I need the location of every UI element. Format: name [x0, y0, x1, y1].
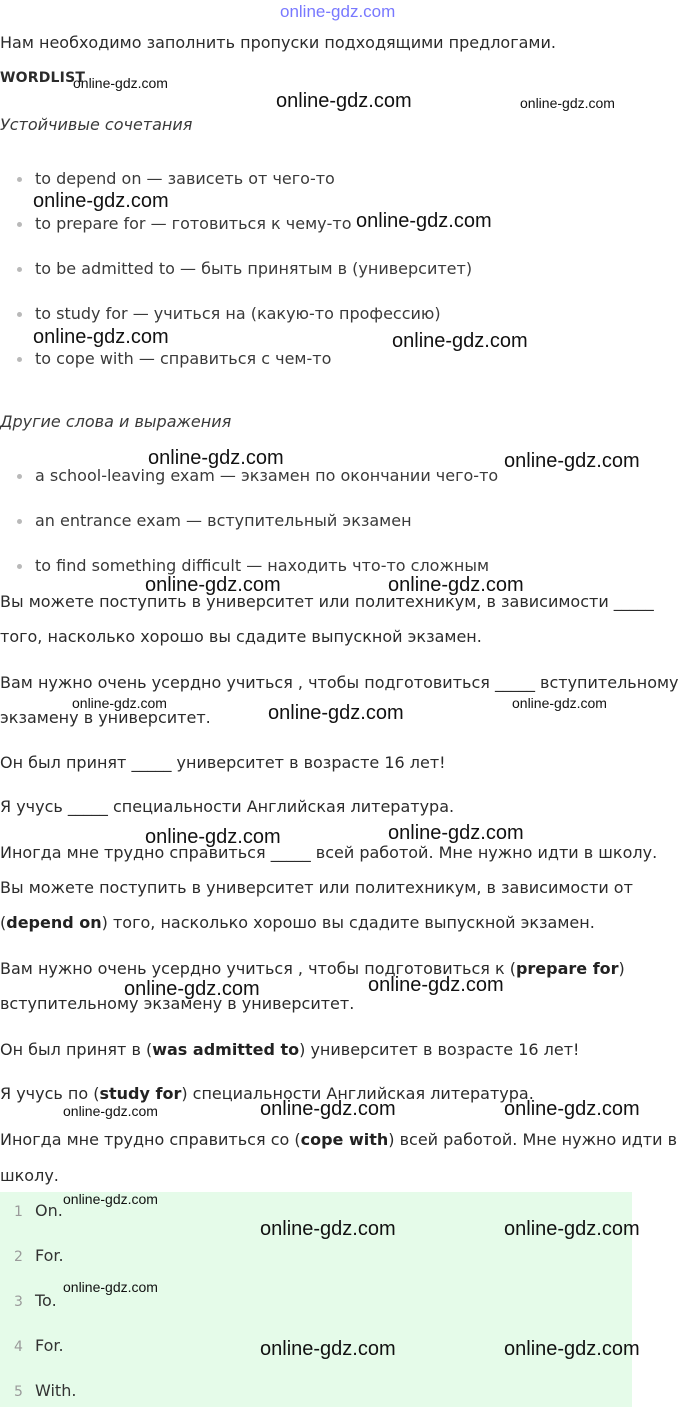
task-sentence: Вам нужно очень усердно учиться , чтобы подготовиться _____ вступительному — [0, 673, 679, 692]
watermark: online-gdz.com — [356, 210, 492, 232]
list-item: to be admitted to — быть принятым в (университет) — [17, 259, 472, 278]
watermark: online-gdz.com — [33, 190, 169, 212]
watermark: online-gdz.com — [504, 1338, 640, 1360]
watermark: online-gdz.com — [504, 1098, 640, 1120]
filled-sentence: вступительному экзамену в университет. — [0, 994, 355, 1013]
wordlist-label: WORDLIST — [0, 70, 86, 86]
task-sentence: Он был принят _____ университет в возрасте 16 лет! — [0, 753, 446, 772]
bullet-icon — [17, 177, 22, 182]
task-sentence: Вы можете поступить в университет или политехникум, в зависимости _____ — [0, 592, 654, 611]
watermark: online-gdz.com — [63, 1191, 158, 1207]
answer-item: 1 On. — [14, 1201, 63, 1220]
list-item: to prepare for — готовиться к чему-то — [17, 214, 352, 233]
watermark: online-gdz.com — [33, 326, 169, 348]
watermark: online-gdz.com — [260, 1338, 396, 1360]
answer-item: 5 With. — [14, 1381, 77, 1400]
bullet-icon — [17, 312, 22, 317]
answer-item: 3 To. — [14, 1291, 57, 1310]
watermark: online-gdz.com — [145, 826, 281, 848]
watermark: online-gdz.com — [388, 574, 524, 596]
watermark: online-gdz.com — [268, 702, 404, 724]
list-item: a school-leaving exam — экзамен по окончании чего-то — [17, 466, 498, 485]
task-sentence: Иногда мне трудно справиться _____ всей работой. Мне нужно идти в школу. — [0, 843, 658, 862]
watermark: online-gdz.com — [72, 695, 167, 711]
list-item: to study for — учиться на (какую-то профессию) — [17, 304, 441, 323]
watermark: online-gdz.com — [63, 1279, 158, 1295]
section-title-fixed-phrases: Устойчивые сочетания — [0, 115, 193, 134]
list-item: to depend on — зависеть от чего-то — [17, 169, 335, 188]
bullet-icon — [17, 222, 22, 227]
filled-sentence: Вы можете поступить в университет или политехникум, в зависимости от — [0, 878, 633, 897]
answer-item: 2 For. — [14, 1246, 64, 1265]
filled-sentence: Он был принят в (was admitted to) университет в возрасте 16 лет! — [0, 1040, 580, 1059]
filled-sentence: (depend on) того, насколько хорошо вы сдадите выпускной экзамен. — [0, 913, 595, 932]
bullet-icon — [17, 519, 22, 524]
watermark: online-gdz.com — [520, 95, 615, 111]
answer-item: 4 For. — [14, 1336, 64, 1355]
filled-sentence: школу. — [0, 1166, 59, 1185]
task-sentence: экзамену в университет. — [0, 708, 211, 727]
list-item: to cope with — справиться с чем-то — [17, 349, 331, 368]
section-title-other-words: Другие слова и выражения — [0, 412, 232, 431]
filled-sentence: Вам нужно очень усердно учиться , чтобы подготовиться к (prepare for) — [0, 959, 625, 978]
watermark: online-gdz.com — [145, 574, 281, 596]
watermark: online-gdz.com — [276, 90, 412, 112]
watermark: online-gdz.com — [63, 1103, 158, 1119]
task-sentence: Я учусь _____ специальности Английская литература. — [0, 797, 455, 816]
watermark: online-gdz.com — [392, 330, 528, 352]
bullet-icon — [17, 564, 22, 569]
watermark: online-gdz.com — [512, 695, 607, 711]
filled-sentence: Я учусь по (study for) специальности Английская литература. — [0, 1084, 534, 1103]
task-sentence: того, насколько хорошо вы сдадите выпускной экзамен. — [0, 627, 482, 646]
watermark: online-gdz.com — [504, 450, 640, 472]
filled-sentence: Иногда мне трудно справиться со (cope with) всей работой. Мне нужно идти в — [0, 1130, 678, 1149]
bullet-icon — [17, 267, 22, 272]
watermark: online-gdz.com — [260, 1098, 396, 1120]
list-item: an entrance exam — вступительный экзамен — [17, 511, 412, 530]
watermark: online-gdz.com — [260, 1218, 396, 1240]
watermark: online-gdz.com — [388, 822, 524, 844]
intro-text: Нам необходимо заполнить пропуски подходящими предлогами. — [0, 33, 556, 52]
bullet-icon — [17, 474, 22, 479]
watermark: online-gdz.com — [368, 974, 504, 996]
watermark: online-gdz.com — [73, 75, 168, 91]
watermark: online-gdz.com — [504, 1218, 640, 1240]
bullet-icon — [17, 357, 22, 362]
list-item: to find something difficult — находить что-то сложным — [17, 556, 489, 575]
watermark: online-gdz.com — [124, 978, 260, 1000]
watermark: online-gdz.com — [280, 2, 396, 21]
watermark: online-gdz.com — [148, 447, 284, 469]
